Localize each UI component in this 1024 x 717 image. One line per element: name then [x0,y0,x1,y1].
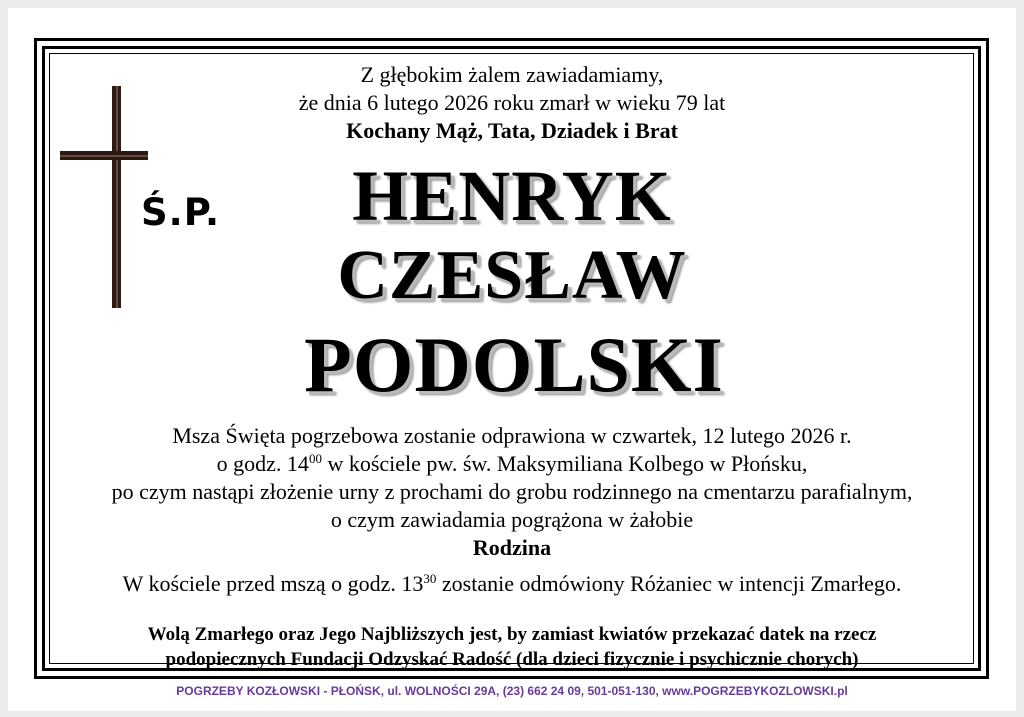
funeral-line-1: Msza Święta pogrzebowa zostanie odprawiona w czwartek, 12 lutego 2026 r. [172,423,852,448]
prefix-label: Ś.P. [141,191,221,234]
funeral-place: w kościele pw. św. Maksymiliana Kolbego w Płońsku, [321,451,808,476]
donation-request [8,622,1016,672]
family-signature: Rodzina [472,535,552,560]
second-name: CZESŁAW [337,237,687,314]
funeral-line-2 [8,450,1016,478]
funeral-time-start: o godz. 14 [216,451,309,476]
obituary-sheet [8,8,1016,711]
funeral-home-footer: POGRZEBY KOZŁOWSKI - PŁOŃSK, ul. WOLNOŚCI 29A, (23) 662 24 09, 501-051-130, www.POGRZEBYKOZLOWSKI.pl [176,684,848,698]
funeral-time-minutes: 00 [308,451,322,466]
rosary-end: zostanie odmówiony Różaniec w intencji Zmarłego. [436,571,902,596]
funeral-line-3: po czym nastąpi złożenie urny z prochami do grobu rodzinnego na cmentarzu parafialnym, [111,479,913,504]
surname: PODOLSKI [304,321,724,408]
rosary-start: W kościele przed mszą o godz. 13 [122,571,424,596]
first-name: HENRYK [352,156,672,236]
rosary-time-minutes: 30 [423,571,437,586]
funeral-line-4: o czym zawiadamia pogrążona w żałobie [330,507,694,532]
funeral-info [8,422,1016,562]
request-line-1: Wolą Zmarłego oraz Jego Najbliższych jest, by zamiast kwiatów przekazać datek na rzecz [147,624,877,645]
request-line-2: podopiecznych Fundacji Odzyskać Radość (dla dzieci fizycznie i psychicznie chorych) [165,649,859,670]
intro-line-1: Z głębokim żalem zawiadamiamy, [360,62,664,87]
rosary-line [8,570,1016,598]
relations-line: Kochany Mąż, Tata, Dziadek i Brat [346,118,678,143]
intro-line-2: że dnia 6 lutego 2026 roku zmarł w wieku 79 lat [298,90,726,115]
